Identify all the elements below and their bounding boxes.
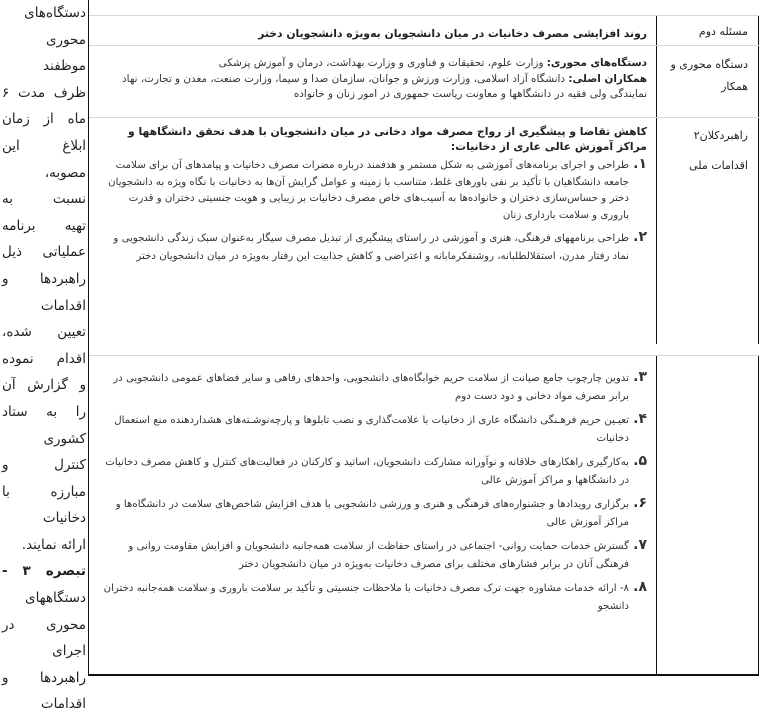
side-text-line: و گزارش آن <box>2 377 86 394</box>
agencies-label: دستگاه محوری و همکار <box>670 58 748 93</box>
action-item-8 <box>99 580 647 616</box>
side-text-line: دستگاه‌های <box>24 5 86 21</box>
partners-text: دانشگاه آزاد اسلامی، وزارت ورزش و جوانان، سازمان صدا و سیما، وزارت صنعت، معدن و تجارت، نهاد نمایندگی ولی فقیه در دانشگاهها و معاونت ریاست جمهوری در امور زنان و خانواده <box>122 72 647 100</box>
strategy-heading: کاهش تقاضا و پیشگیری از رواج مصرف مواد دخانی در میان دانشجویان با هدف تحقق دانشگاهها و مراکز آموزش عالی عاری از دخانیات: <box>128 125 647 153</box>
side-text-line: کنترل و <box>2 457 86 474</box>
core-agencies-text: وزارت علوم، تحقیقات و فناوری و وزارت بهداشت، درمان و آموزش پزشکی <box>218 57 547 69</box>
side-text-line: ابلاغ این <box>2 137 86 154</box>
strategy-content-cell-continued <box>89 356 655 675</box>
side-text-line: تهیه برنامه <box>2 217 86 234</box>
strategy-label <box>657 118 758 178</box>
core-agencies-label: دستگاه‌های محوری: <box>546 57 647 69</box>
side-text-line: مصوبه، <box>44 164 86 181</box>
side-text-line: کشوری <box>43 430 86 447</box>
side-text-line: ارائه نمایند. <box>21 536 86 553</box>
action-item-2 <box>99 230 647 266</box>
side-text-line: ظرف مدت ۶ <box>2 84 86 101</box>
action-item-6 <box>99 496 647 532</box>
side-continuation-text <box>0 0 88 713</box>
strategy-label-cell-continued <box>656 356 759 675</box>
side-text-line: اقدام نموده <box>2 350 86 367</box>
item-text: طراحی برنامههای فرهنگی، هنری و آموزشی در راستای پیشگیری از تبدیل مصرف سیگار به‌عنوان سبک زندگی دانشجویی و نماد رفتار مدرن، استقلالطلبانه، روشنفکرمابانه و اعتراضی و کاهش جذابیت این رفتار به‌ویژه در میان دانشجویان دختر <box>113 233 629 262</box>
table-row-agencies <box>89 45 759 120</box>
table-row-strategy-continued <box>89 355 759 675</box>
side-text-line: نسبت به <box>2 191 86 208</box>
table-row-strategy <box>89 117 759 344</box>
policy-table <box>89 7 759 674</box>
item-number: ۳. <box>633 369 647 385</box>
side-text-line: دستگاههای <box>25 590 86 607</box>
actions-list-top <box>99 158 647 266</box>
issue-content: روند افزایشی مصرف دخانیات در میان دانشجویان به‌ویژه دانشجویان دختر <box>258 27 647 40</box>
action-item-4 <box>99 412 647 448</box>
side-text-line: راهبردها و <box>2 270 86 287</box>
side-text-line: محوری در <box>2 616 86 633</box>
item-number: ۱. <box>633 156 647 172</box>
agencies-content <box>89 46 655 103</box>
item-number: ۲. <box>633 229 647 245</box>
item-text: طراحی و اجرای برنامه‌های آموزشی به شکل مستمر و هدفمند درباره مضرات مصرف دخانیات و پیامدهای آن برای سلامت جامعه دانشگاهیان با تأکید بر نفی باورهای غلط، متناسب با زمینه و عوامل گرایش آن‌ها به دخانیات با نگاه ویژه به دانشجویان دختر و حساس‌سازی دختران و خانواده‌ها به آسیب‌های خاص مصرف دخانیات بر زیبایی و هویت جنسیتی دختران و قدرت باروری و سلامت بارداری زنان <box>108 160 629 221</box>
actions-list-bottom <box>89 356 655 616</box>
side-text-line: ماه از زمان <box>2 111 86 128</box>
side-text-line: تبصره ۳ - <box>2 563 86 580</box>
side-text-line: موظفند <box>43 58 86 75</box>
side-text-line: اقدامات <box>40 297 86 314</box>
agencies-content-cell <box>89 46 655 120</box>
side-text-line: را به ستاد <box>2 403 86 420</box>
partners-label: همکاران اصلی: <box>568 72 647 85</box>
side-text-line: اجرای <box>52 643 86 660</box>
side-text-line: مبارزه با <box>2 483 86 500</box>
side-text-line: محوری <box>45 31 86 48</box>
side-text-line: تعیین شده، <box>2 324 86 341</box>
item-number: ۸. <box>633 579 647 595</box>
item-text: برگزاری رویدادها و جشنواره‌های فرهنگی و هنری و ورزشی دانشجویی با هدف افزایش شاخص‌های سلامت در دانشگاه‌ها و مراکز آموزش عالی <box>115 499 629 528</box>
side-text-line: راهبردها و <box>2 669 86 686</box>
strategy-content-cell <box>89 118 655 344</box>
side-text-line: عملیاتی ذیل <box>2 244 86 261</box>
item-text: ۸- ارائه خدمات مشاوره جهت ترک مصرف دخانیات با ملاحظات جنسیتی و تأکید بر سلامت باروری و سلامت همه‌جانبه دختران دانشجو <box>103 583 629 612</box>
item-text: گسترش خدمات حمایت روانی- اجتماعی در راستای حفاظت از سلامت همه‌جانبه دانشجویان و افزایش مقاومت روانی و فرهنگی آنان در برابر فشارهای مختلف برای مصرف دخانیات به‌ویژه در میان دانشجویان دختر <box>128 541 629 570</box>
item-number: ۷. <box>633 537 647 553</box>
action-item-3 <box>99 370 647 406</box>
item-text: تدوین چارچوب جامع صیانت از سلامت حریم خوابگاه‌های دانشجویی، واحدهای رفاهی و سایر فضاهای عمومی دانشجویی در برابر مصرف مواد دخانی و دود دست دوم <box>113 373 629 402</box>
item-text: تعیـین حریم فرهـنگی دانشگاه عاری از دخانیات با علامت‌گذاری و نصب تابلوها و پارچه‌نوشـته‌های هشداردهنده منع استعمال دخانیات <box>114 415 629 444</box>
strategy-label-cell <box>656 118 759 344</box>
item-text: به‌کارگیری راهکارهای خلاقانه و نوآورانه مشارکت دانشجویان، اساتید و کارکنان در فعالیت‌های کنترل و کاهش مصرف دخانیات در دانشگاهها و مراکز آموزش عالی <box>105 457 629 486</box>
national-actions-label: اقدامات ملی <box>689 159 748 172</box>
action-item-5 <box>99 454 647 490</box>
macro-strategy-label: راهبردکلان۲ <box>693 129 748 142</box>
issue-label: مسئله دوم <box>698 25 748 38</box>
item-number: ۵. <box>633 453 647 469</box>
action-item-7 <box>99 538 647 574</box>
action-item-1 <box>99 158 647 224</box>
item-number: ۶. <box>633 495 647 511</box>
agencies-label-cell <box>656 46 759 120</box>
side-text-line: اقدامات <box>40 696 86 713</box>
item-number: ۴. <box>633 411 647 427</box>
side-text-line: دخانیات <box>42 510 86 527</box>
